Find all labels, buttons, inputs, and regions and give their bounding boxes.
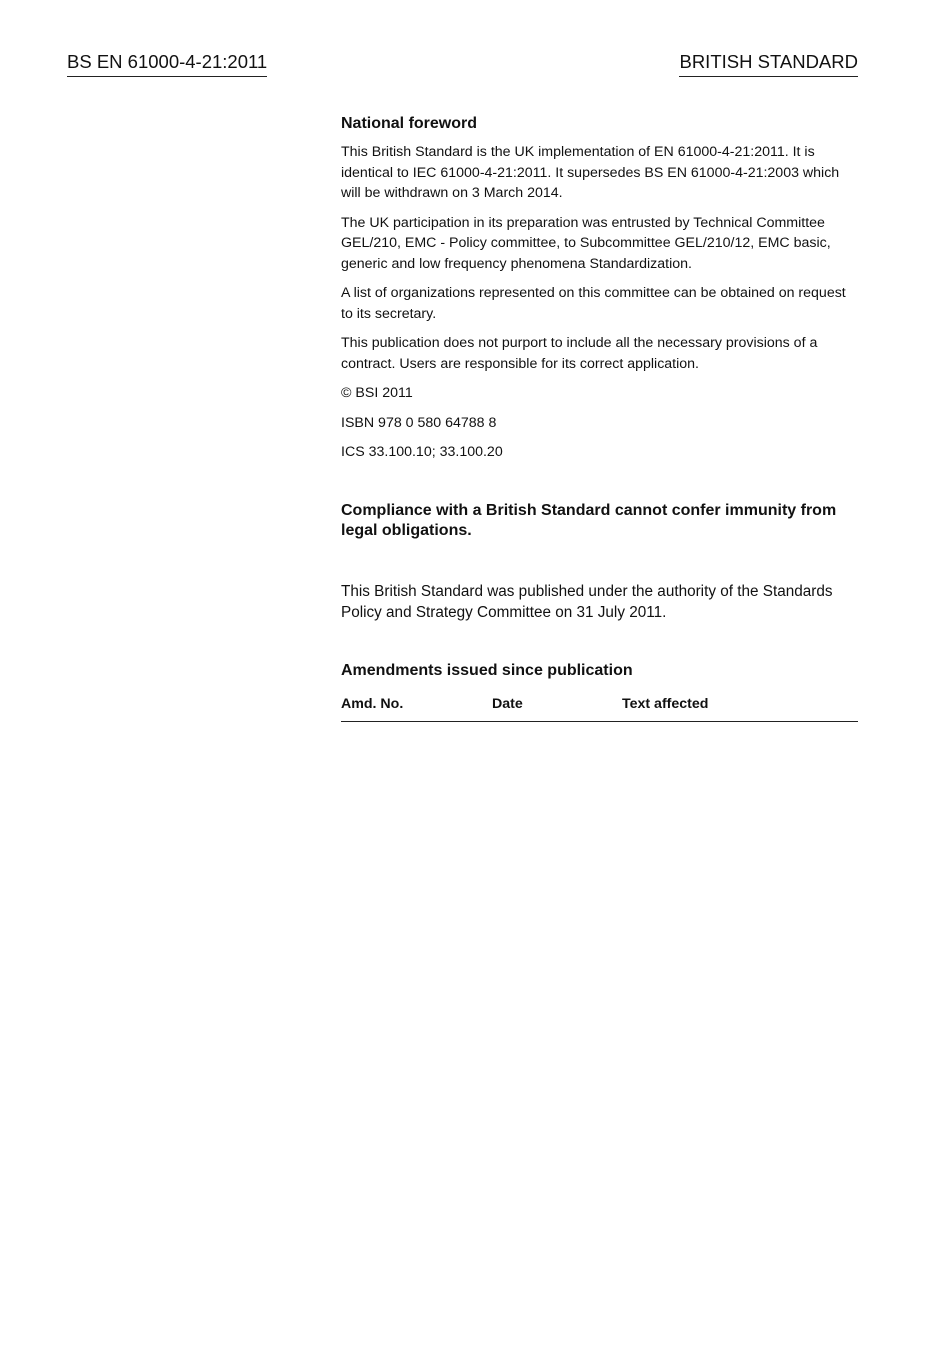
isbn-line: ISBN 978 0 580 64788 8 (341, 414, 497, 431)
foreword-paragraph-implementation: This British Standard is the UK implementation of EN 61000-4-21:2011. It is identical to IEC 61000-4-21:2011. It supersedes BS EN 61000-4-21:2003 which will be withdrawn on 3 March 2014. (341, 144, 840, 201)
foreword-paragraph-committee: The UK participation in its preparation was entrusted by Technical Committee GEL/210, EMC - Policy committee, to Subcommittee GEL/210/12, EMC basic, generic and low frequency phenomena Standardization. (341, 214, 831, 272)
standard-type-header: BRITISH STANDARD (679, 50, 858, 77)
ics-line: ICS 33.100.10; 33.100.20 (341, 444, 503, 460)
foreword-heading: National foreword (341, 115, 478, 132)
copyright-line: © BSI 2011 (341, 385, 413, 401)
column-date: Date (492, 695, 523, 712)
foreword-paragraph-organizations: A list of organizations represented on this committee can be obtained on request to its secretary. (341, 285, 846, 322)
amendments-table-header (341, 695, 858, 722)
publication-authority: This British Standard was published under the authority of the Standards Policy and Strategy Committee on 31 July 2011. (341, 582, 833, 621)
column-amd-no: Amd. No. (341, 695, 404, 712)
document-number-header: BS EN 61000-4-21:2011 (67, 50, 267, 77)
national-foreword-section (341, 113, 858, 722)
compliance-statement: Compliance with a British Standard cannot confer immunity from legal obligations. (341, 501, 837, 539)
column-text-affected: Text affected (622, 695, 709, 712)
foreword-paragraph-provisions: This publication does not purport to include all the necessary provisions of a contract. Users are responsible for its correct application. (341, 335, 818, 372)
amendments-heading: Amendments issued since publication (341, 661, 633, 679)
